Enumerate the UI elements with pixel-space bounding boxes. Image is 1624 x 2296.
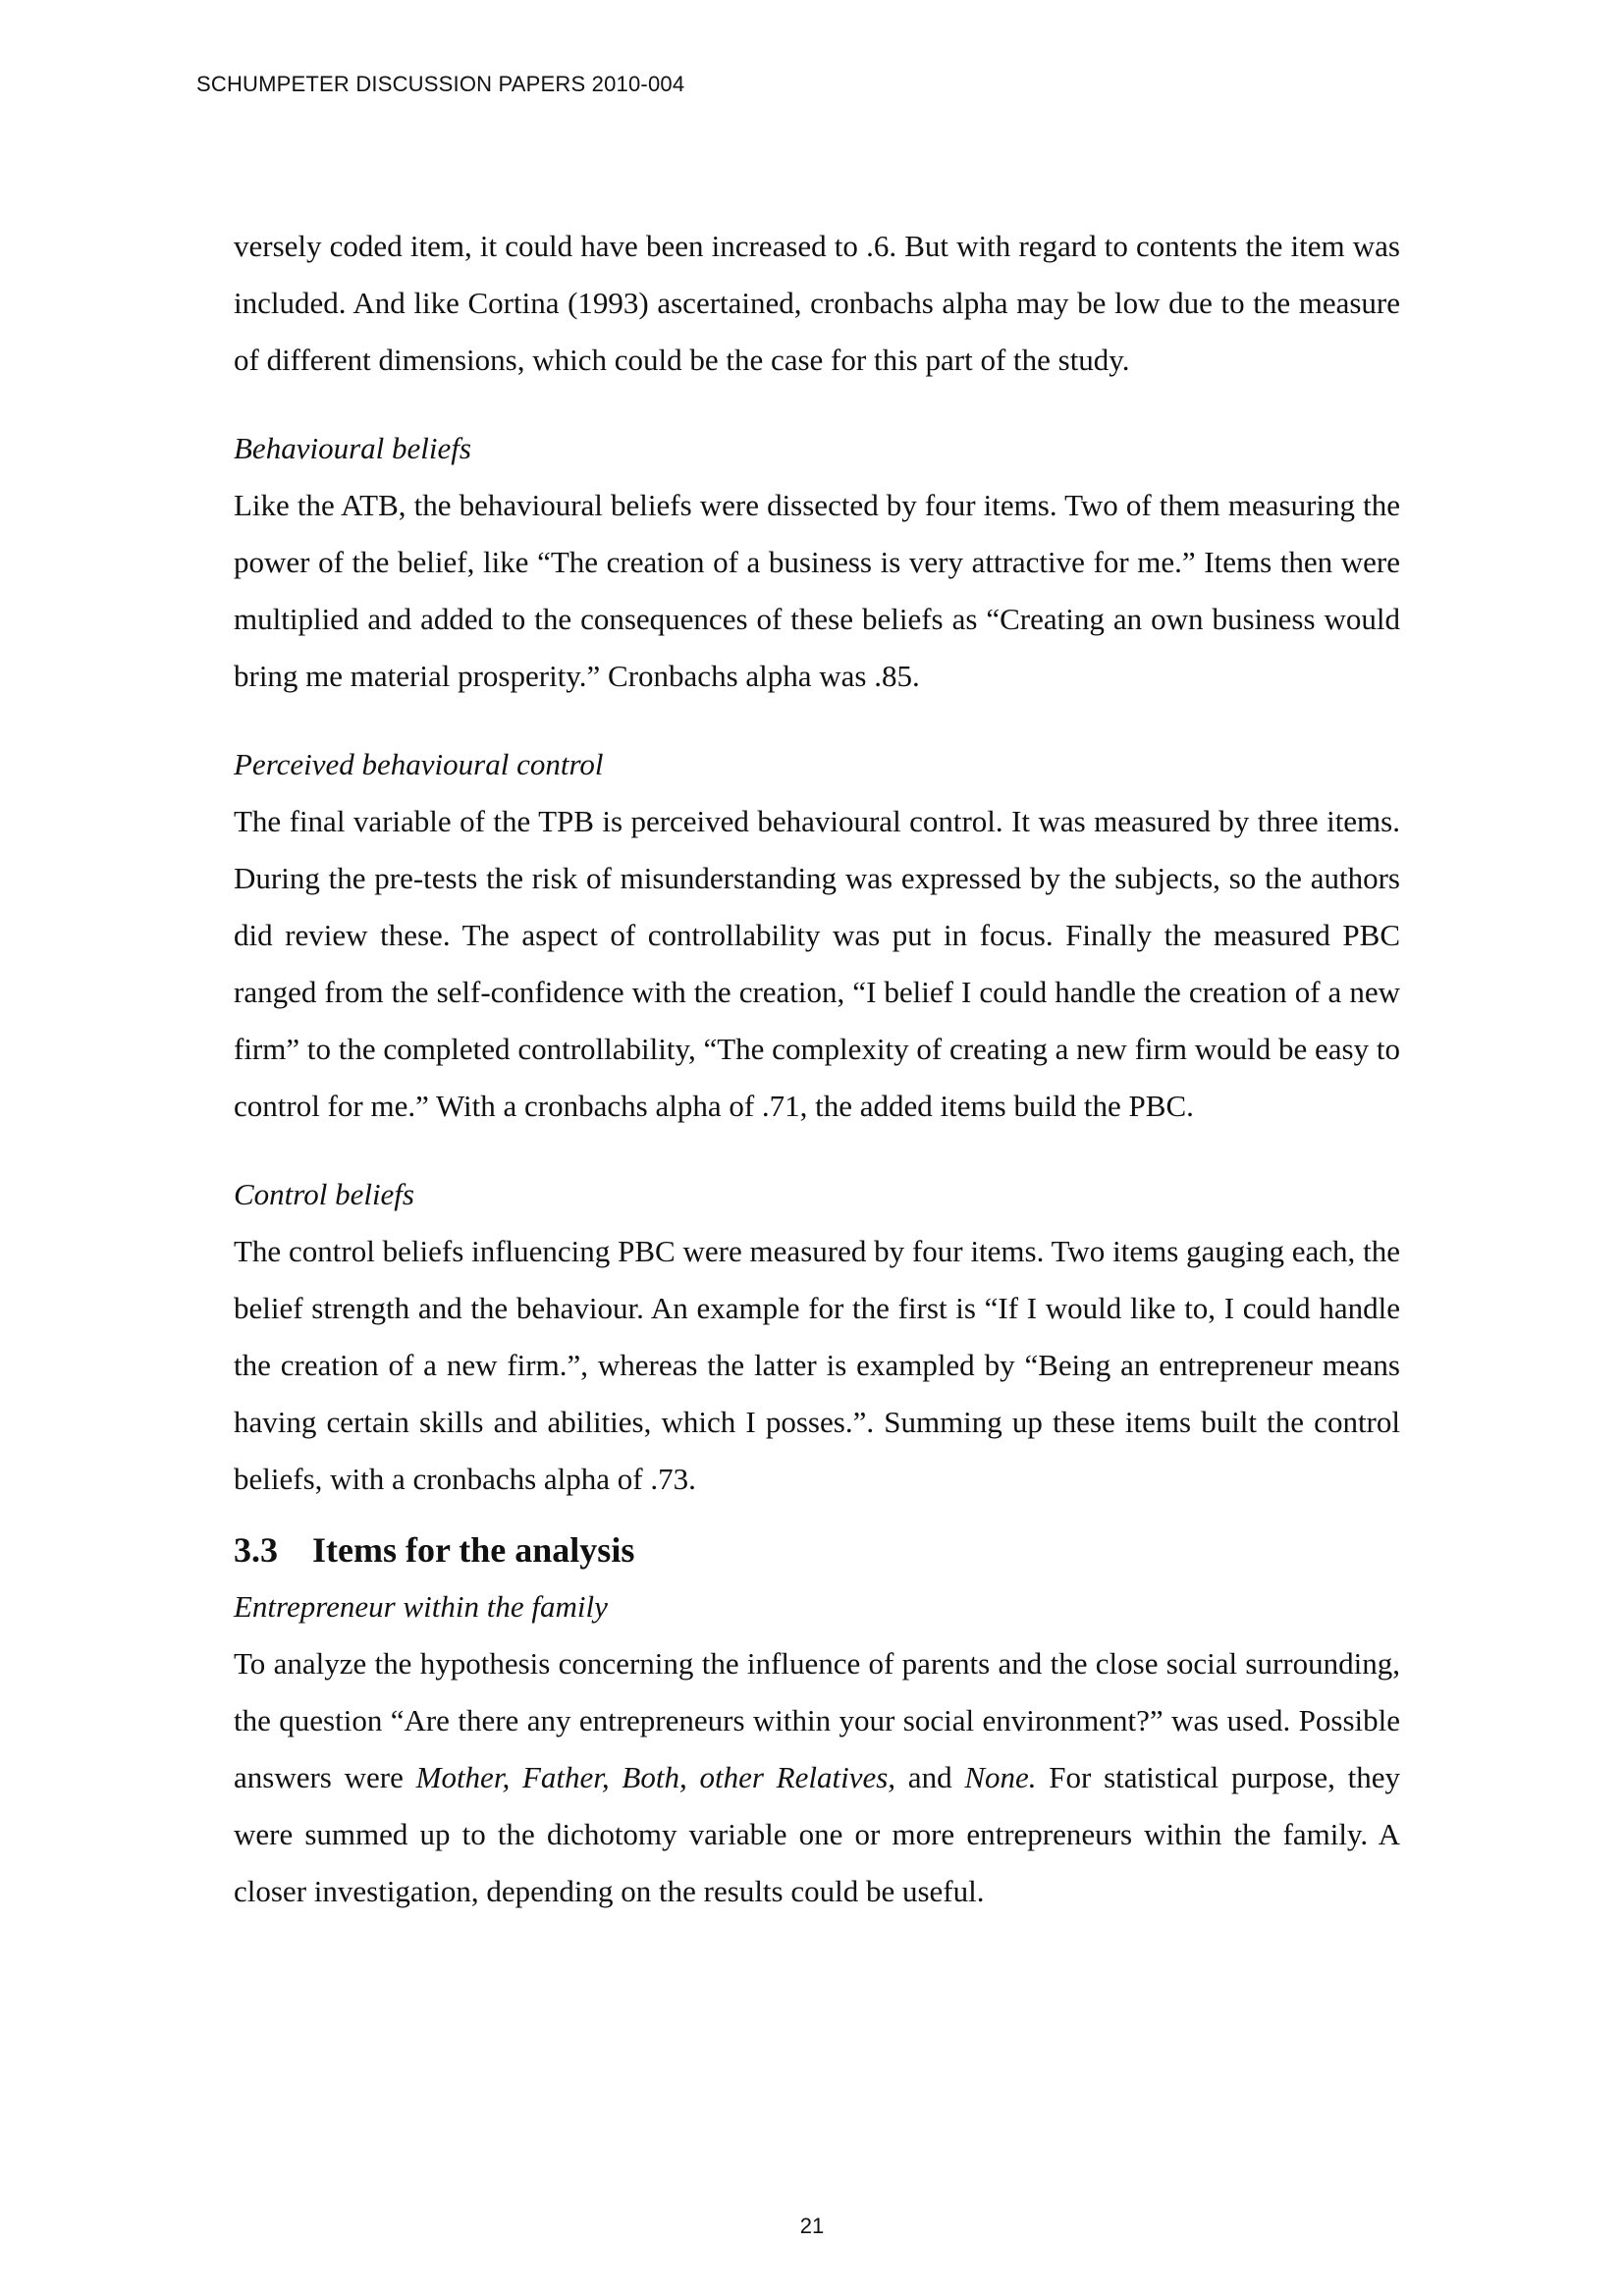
body-text [234, 218, 1400, 1920]
subheading-perceived-behavioural-control: Perceived behavioural control [234, 747, 604, 781]
subheading-entrepreneur-within-family: Entrepreneur within the family [234, 1589, 608, 1624]
subheading-behavioural-beliefs: Behavioural beliefs [234, 431, 471, 465]
section-title: Items for the analysis [312, 1530, 635, 1570]
section-heading [234, 1522, 1400, 1578]
text-after-answers: For statistical purpose, they were summed up to the dichotomy variable one or more entrepreneurs within the family. A closer investigation, depending on the results could be useful. [234, 1760, 1400, 1908]
text-before-answers: To analyze the hypothesis concerning the influence of parents and the close social surrounding, the question “Are there any entrepreneurs within your social environment?” was used. Possible answers were [234, 1646, 1400, 1794]
page-number: 21 [799, 2214, 825, 2238]
and-word: and [895, 1760, 965, 1794]
paragraph-entrepreneur-within-family [234, 1635, 1400, 1920]
paragraph-control-beliefs: The control beliefs influencing PBC were measured by four items. Two items gauging each, the belief strength and the behaviour. An example for the first is “If I would like to, I could handle the creation of a new firm.”, whereas the latter is exampled by “Being an entrepreneur means having certain skills and abilities, which I posses.”. Summing up these items built the control beliefs, with a cronbachs alpha of .73. [234, 1234, 1400, 1496]
answers-list: Mother, Father, Both, other Relatives, [415, 1760, 896, 1794]
answer-none: None. [964, 1760, 1037, 1794]
running-header: SCHUMPETER DISCUSSION PAPERS 2010-004 [196, 72, 685, 96]
paragraph-perceived-behavioural-control: The final variable of the TPB is perceived behavioural control. It was measured by three items. During the pre-tests the risk of misunderstanding was expressed by the subjects, so the authors did review these. The aspect of controllability was put in focus. Finally the measured PBC ranged from the self-confidence with the creation, “I belief I could handle the creation of a new firm” to the completed controllability, “The complexity of creating a new firm would be easy to control for me.” With a cronbachs alpha of .71, the added items build the PBC. [234, 804, 1400, 1123]
paragraph-behavioural-beliefs: Like the ATB, the behavioural beliefs were dissected by four items. Two of them measuring the power of the belief, like “The creation of a business is very attractive for me.” Items then were multiplied and added to the consequences of these beliefs as “Creating an own business would bring me material prosperity.” Cronbachs alpha was .85. [234, 488, 1400, 693]
section-number: 3.3 [234, 1530, 278, 1570]
subheading-control-beliefs: Control beliefs [234, 1177, 414, 1211]
paragraph-intro: versely coded item, it could have been increased to .6. But with regard to contents the item was included. And like Cortina (1993) ascertained, cronbachs alpha may be low due to the measure of different dimensions, which could be the case for this part of the study. [234, 229, 1400, 377]
